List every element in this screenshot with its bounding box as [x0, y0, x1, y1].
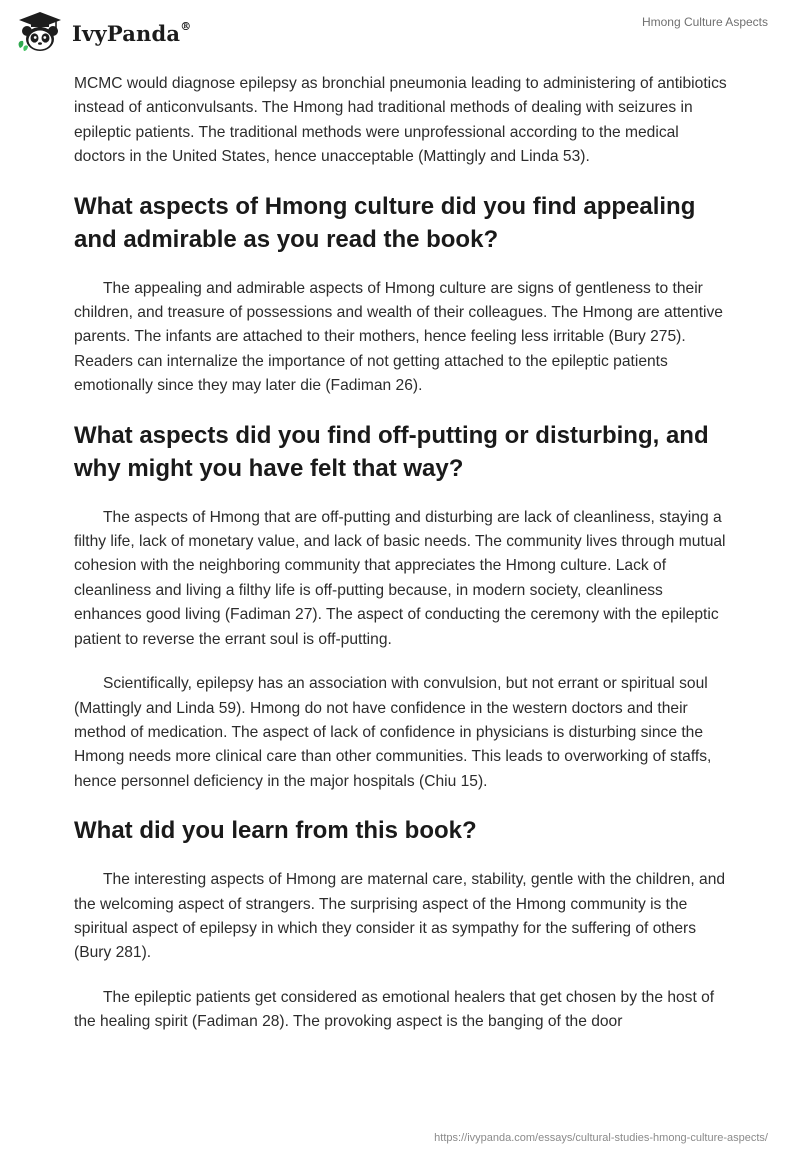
section-paragraph: The appealing and admirable aspects of Hmong culture are signs of gentleness to their children, and treasure of possessions and wealth of their colleagues. The Hmong are attentive parents. The infants are attached to their mothers, hence feeling less irritable (Bury 275). Readers can internalize the importance of not getting attached to the epileptic patients emotionally since they may later die (Fadiman 26). — [74, 279, 723, 395]
page-header — [0, 0, 800, 66]
section-paragraph: The aspects of Hmong that are off-putting and disturbing are lack of cleanliness, staying a filthy life, lack of monetary value, and lack of basic needs. The community lives through mutual cohesion with the neighboring community that appreciates the Hmong culture. Lack of cleanliness and living a filthy life is off-putting because, in modern society, cleanliness enhances good living (Fadiman 27). The aspect of conducting the ceremony with the epileptic patient to reverse the errant soul is off-putting. — [74, 508, 726, 648]
section-heading-learned: What did you learn from this book? — [74, 817, 477, 845]
section-paragraph: Scientifically, epilepsy has an association with convulsion, but not errant or spiritual soul (Mattingly and Linda 59). Hmong do not have confidence in the western doctors and their method of medication. The aspect of lack of confidence in physicians is disturbing since the Hmong needs more clinical care than other communities. This leads to overworking of staffs, hence personnel deficiency in the major hospitals (Chiu 15). — [74, 675, 712, 790]
section-heading-disturbing: What aspects did you find off-putting or disturbing, and why might you have felt that way? — [74, 421, 709, 482]
section-paragraph: The epileptic patients get considered as emotional healers that get chosen by the host of the healing spirit (Fadiman 28). The provoking aspect is the banging of the door — [74, 988, 715, 1031]
brand-name — [72, 21, 191, 46]
panda-graduate-icon — [16, 10, 64, 54]
trademark-mark: ® — [180, 19, 192, 33]
essay-content — [74, 72, 734, 1055]
brand-logo[interactable] — [16, 10, 191, 54]
brand-name-text: IvyPanda — [72, 20, 181, 46]
intro-paragraph: MCMC would diagnose epilepsy as bronchial pneumonia leading to administering of antibiotics instead of anticonvulsants. The Hmong had traditional methods of dealing with seizures in epileptic patients. The traditional methods were unprofessional according to the medical doctors in the United States, hence unacceptable (Mattingly and Linda 53). — [74, 75, 727, 166]
document-title: Hmong Culture Aspects — [641, 15, 768, 29]
source-url[interactable]: https://ivypanda.com/essays/cultural-studies-hmong-culture-aspects/ — [434, 1132, 768, 1144]
section-heading-appealing: What aspects of Hmong culture did you find appealing and admirable as you read the book? — [74, 192, 696, 253]
section-paragraph: The interesting aspects of Hmong are maternal care, stability, gentle with the children, and the welcoming aspect of strangers. The surprising aspect of the Hmong community is the spiritual aspect of epilepsy in which they consider it as sympathy for the suffering of others (Bury 281). — [74, 871, 726, 962]
